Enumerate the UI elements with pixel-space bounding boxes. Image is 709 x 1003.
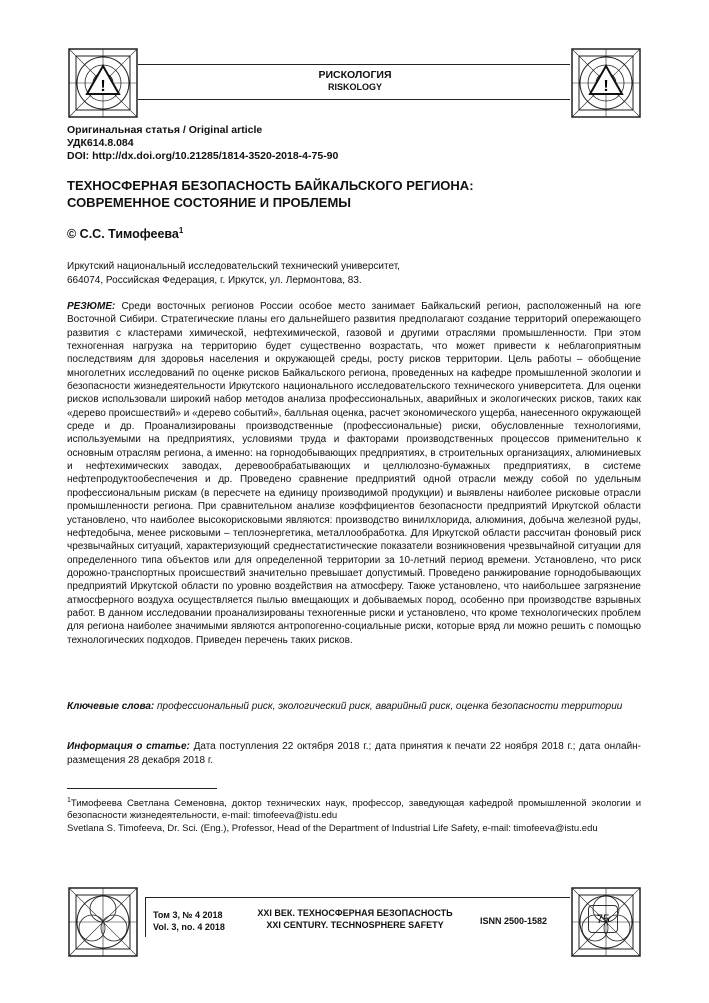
abstract xyxy=(67,300,641,647)
footer-volume-ru: Том 3, № 4 2018 xyxy=(153,910,223,920)
footnote-en: Svetlana S. Timofeeva, Dr. Sci. (Eng.), Professor, Head of the Department of Industrial Life Safety, e-mail: timofeeva@istu.edu xyxy=(67,823,598,834)
section-title-en: RISKOLOGY xyxy=(327,82,382,92)
header-rule-top xyxy=(138,64,570,65)
footer-volume-en: Vol. 3, no. 4 2018 xyxy=(153,921,225,932)
article-info xyxy=(67,740,641,767)
author-name: © С.С. Тимофеева xyxy=(67,227,179,242)
doi: DOI: http://dx.doi.org/10.21285/1814-3520-2018-4-75-90 xyxy=(67,150,339,162)
article-title-line1: ТЕХНОСФЕРНАЯ БЕЗОПАСНОСТЬ БАЙКАЛЬСКОГО РЕГИОНА: xyxy=(67,178,474,193)
header-rule-bottom xyxy=(138,99,570,100)
author xyxy=(67,226,183,241)
affiliation xyxy=(67,260,647,287)
warning-logo-left xyxy=(68,48,138,118)
keywords-text: профессиональный риск, экологический риск, аварийный риск, оценка безопасности территории xyxy=(157,701,623,712)
article-type: Оригинальная статья / Original article xyxy=(67,124,263,136)
section-title-ru: РИСКОЛОГИЯ xyxy=(318,69,392,81)
warning-logo-right xyxy=(571,48,641,118)
keywords xyxy=(67,700,641,714)
footer-logo-left xyxy=(68,887,138,957)
svg-text:!: ! xyxy=(603,78,609,95)
footnote-separator xyxy=(67,788,217,789)
article-info-text: Дата поступления 22 октября 2018 г.; дата принятия к печати 22 ноября 2018 г.; дата онлайн-размещения 28 декабря 2018 г. xyxy=(67,741,642,766)
keywords-label: Ключевые слова: xyxy=(67,701,155,712)
footnote-ru xyxy=(67,795,641,823)
article-title xyxy=(67,177,647,211)
abstract-label: РЕЗЮМЕ: xyxy=(67,301,116,312)
abstract-text: Среди восточных регионов России особое место занимает Байкальский регион, расположенный на юге Восточной Сибири. Стратегические планы его дальнейшего развития предполагают создание территорий опережающего развития с кластерами химической, нефтехимической, газовой и другими отраслями промышленности. При этом техногенная нагрузка на территорию будет существенно возрастать, что может привести к неблагоприятным последствиям для здоровья населения и окружающей среды, росту рисков территории. Цель работы – обобщение многолетних исследований по оценке рисков Байкальского региона, проведенных на кафедре промышленной экологии и безопасности жизнедеятельности Иркутского национального исследовательского технического университета. Для оценки рисков использовали широкий набор методов анализа профессиональных, аварийных и экологических рисков, таких как «дерево происшествий» и «дерево событий», балльная оценка, расчет экономического ущерба, нанесенного окружающей среде и др. Проанализированы производственные (профессиональные) риски, обусловленные технологиями, используемыми на предприятиях, условиями труда и факторами производственных процессов применительно к основным отраслям региона, а именно: на горнодобывающих предприятиях, в строительных организациях, алюминиевых и нефтехимических заводах, деревообрабатывающих и целлюлозно-бумажных предприятиях, в системе нефтепродуктообеспечения и др. Проведено сравнение предприятий одной отрасли между собой по удельным профессиональным рискам (в пересчете на единицу производимой продукции) и выявлены наиболее рисковые отрасли промышленности региона. При сравнительном анализе коэффициентов безопасности предприятий Иркутской области установлено, что наиболее высокорисковыми являются: производство винилхлорида, алюминия, добыча железной руды, нефтедобыча, менее рисковыми – теплоэнергетика, металлообработка. Для Иркутской области рассчитан фоновый риск чрезвычайных ситуаций, характеризующий среднестатистические показатели возникновения чрезвычайной ситуации для определенного типа объектов или для определенной территории за 10-летний период времени. Установлено, что риск дорожно-транспортных происшествий значительно превышает допустимый. Проведено ранжирование горнодобывающих предприятий Иркутской области по уровню воздействия на атмосферу. Также установлено, что наибольшее загрязнение атмосферного воздуха осуществляется пылью вмещающих и добываемых пород, особенно при производстве взрывных работ. В данном исследовании проанализированы техногенные риски и установлено, что кроме технологических проблем для региона наиболее значимыми являются антропогенно-социальные риски, которые вряд ли можно решить с помощью технологических подходов. Приведен перечень таких рисков. xyxy=(67,301,642,646)
footer-volume xyxy=(153,910,225,933)
udk: УДК614.8.084 xyxy=(67,137,134,149)
affiliation-line2: 664074, Российская Федерация, г. Иркутск, ул. Лермонтова, 83. xyxy=(67,274,362,286)
footer-journal-ru: XXI ВЕК. ТЕХНОСФЕРНАЯ БЕЗОПАСНОСТЬ xyxy=(257,908,453,918)
footer-divider-1 xyxy=(145,897,146,937)
page-number: 75 xyxy=(588,905,618,933)
footnote-mark: 1 xyxy=(67,797,71,804)
article-title-line2: СОВРЕМЕННОЕ СОСТОЯНИЕ И ПРОБЛЕМЫ xyxy=(67,195,352,210)
svg-text:!: ! xyxy=(100,78,106,95)
footer-journal-en: XXI CENTURY. TECHNOSPHERE SAFETY xyxy=(266,919,444,930)
author-footnote-mark: 1 xyxy=(178,226,184,235)
footnote-ru-text: Тимофеева Светлана Семеновна, доктор технических наук, профессор, заведующая кафедрой промышленной экологии и безопасности жизнедеятельности, e-mail: timofeeva@istu.edu xyxy=(67,798,641,822)
affiliation-line1: Иркутский национальный исследовательский технический университет, xyxy=(67,261,400,272)
footer-issn: ISNN 2500-1582 xyxy=(480,916,548,926)
footer-rule-top xyxy=(145,897,570,898)
footer-journal xyxy=(240,908,470,931)
article-info-label: Информация о статье: xyxy=(67,741,190,752)
